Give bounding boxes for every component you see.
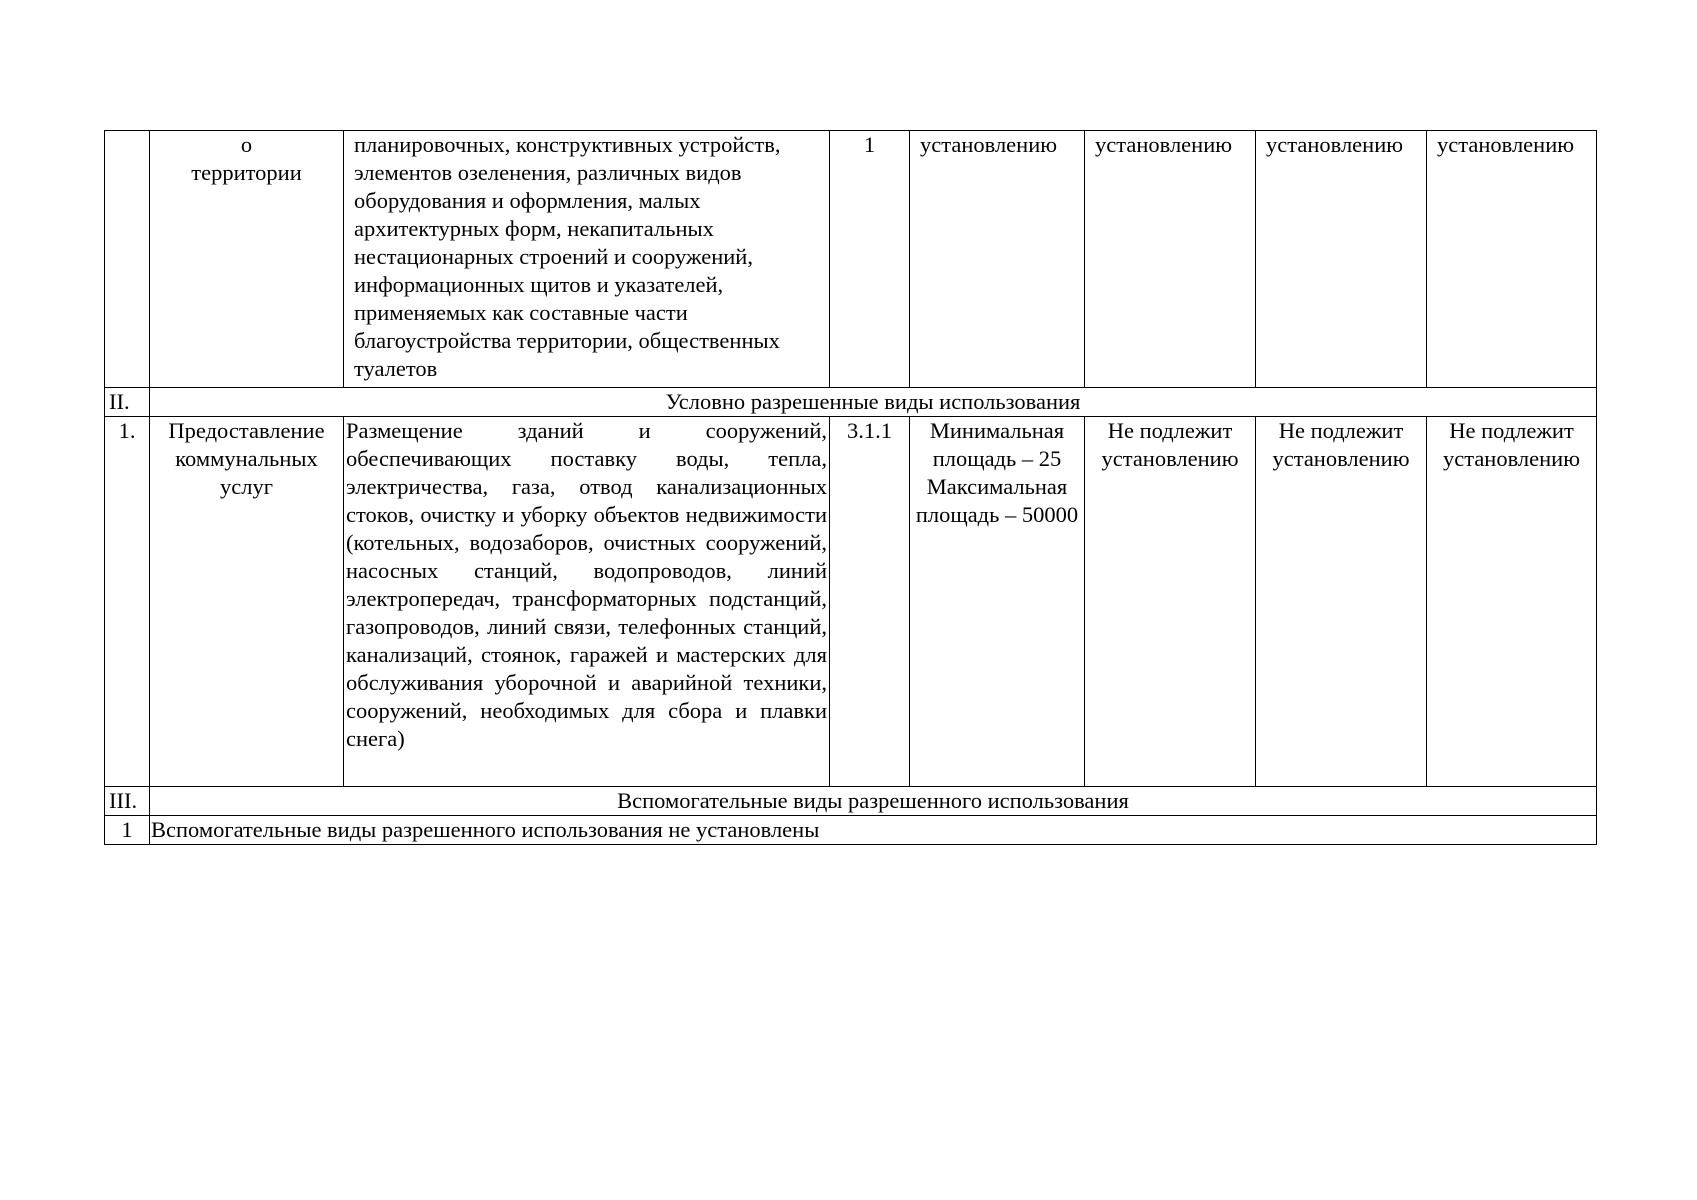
cell-description: Размещение зданий и сооружений, обеспечивающих поставку воды, тепла, электричества, газа, отвод канализационных стоков, очистку и уборку объектов недвижимости (котельных, водозаборов, очистных сооружений, насосных станций, водопроводов, линий электропередач, трансформаторных подстанций, газопроводов, линий связи, телефонных станций, канализаций, стоянок, гаражей и мастерских для обслуживания уборочной и аварийной техники, сооружений, необходимых для сбора и плавки снега) <box>344 417 830 787</box>
cell-code: 3.1.1 <box>830 417 910 787</box>
section-heading-row <box>105 787 1597 816</box>
cell-parameter: установлению <box>1427 131 1597 388</box>
cell-note: Вспомогательные виды разрешенного использования не установлены <box>150 816 1597 845</box>
land-use-table <box>104 130 1597 845</box>
cell-parameter: Не подлежит установлению <box>1085 417 1256 787</box>
cell-code: 1 <box>830 131 910 388</box>
cell-parameter: установлению <box>1256 131 1427 388</box>
cell-number <box>105 131 150 388</box>
section-title: Вспомогательные виды разрешенного использования <box>150 787 1597 816</box>
table-row-continued <box>105 131 1597 388</box>
cell-description: планировочных, конструктивных устройств, элементов озеленения, различных видов оборудования и оформления, малых архитектурных форм, некапитальных нестационарных строений и сооружений, информационных щитов и указателей, применяемых как составные части благоустройства территории, общественных туалетов <box>344 131 830 388</box>
section-number: III. <box>105 787 150 816</box>
cell-number: 1. <box>105 417 150 787</box>
cell-number: 1 <box>105 816 150 845</box>
cell-use-name: Предоставление коммунальных услуг <box>150 417 344 787</box>
cell-parameter: Не подлежит установлению <box>1256 417 1427 787</box>
cell-parameter: Не подлежит установлению <box>1427 417 1597 787</box>
section-number: II. <box>105 388 150 417</box>
cell-area: Минимальная площадь – 25 Максимальная площадь – 50000 <box>910 417 1085 787</box>
table-row <box>105 417 1597 787</box>
table-row <box>105 816 1597 845</box>
cell-parameter: установлению <box>1085 131 1256 388</box>
cell-use-name: о территории <box>150 131 344 388</box>
section-title: Условно разрешенные виды использования <box>150 388 1597 417</box>
cell-parameter: установлению <box>910 131 1085 388</box>
section-heading-row <box>105 388 1597 417</box>
